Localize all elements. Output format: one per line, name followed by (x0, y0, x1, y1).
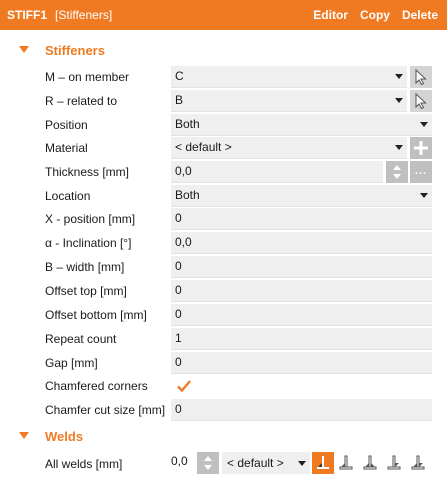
material-row (0, 137, 447, 159)
welds-section-header[interactable] (0, 425, 447, 447)
plus-icon (413, 140, 429, 156)
x-position-input[interactable] (171, 208, 432, 230)
chevron-down-icon (395, 145, 403, 150)
collapse-triangle-icon[interactable] (19, 46, 29, 53)
chevron-down-icon (395, 98, 403, 103)
stepper-up-icon[interactable] (204, 456, 212, 461)
gap-input[interactable] (171, 352, 432, 374)
repeat-count-input[interactable] (171, 328, 432, 350)
cursor-arrow-icon (414, 93, 428, 109)
delete-button[interactable]: Delete (401, 8, 438, 22)
x-position-row (0, 208, 447, 230)
weld-material-value: < default > (227, 456, 284, 470)
chevron-down-icon (420, 193, 428, 198)
location-row (0, 185, 447, 207)
thickness-value: 0,0 (175, 164, 192, 178)
chamfer-cut-size-row (0, 399, 447, 421)
m-on-member-label: M – on member (45, 70, 130, 84)
x-position-value: 0 (175, 211, 182, 225)
position-row (0, 114, 447, 136)
all-welds-row (0, 452, 447, 474)
offset-bottom-input[interactable] (171, 304, 432, 326)
all-welds-label: All welds [mm] (45, 457, 123, 471)
thickness-row (0, 161, 447, 183)
title-bar (0, 0, 447, 30)
offset-bottom-value: 0 (175, 307, 182, 321)
m-on-member-value: C (175, 69, 184, 83)
copy-button[interactable]: Copy (359, 8, 390, 22)
item-type: [Stiffeners] (55, 8, 113, 22)
chamfer-cut-size-input[interactable] (171, 399, 432, 421)
stepper-down-icon[interactable] (204, 465, 212, 470)
b-width-input[interactable] (171, 256, 432, 278)
position-value: Both (175, 117, 200, 131)
plug-weld-icon[interactable] (383, 452, 405, 474)
stepper-up-icon[interactable] (393, 165, 401, 170)
r-related-to-label: R – related to (45, 94, 118, 108)
pick-member-button[interactable] (410, 66, 432, 88)
repeat-count-label: Repeat count (45, 332, 117, 346)
location-label: Location (45, 189, 91, 203)
butt-weld-icon[interactable] (407, 452, 429, 474)
bevel-weld-icon[interactable] (359, 452, 381, 474)
material-select[interactable] (171, 137, 407, 159)
m-on-member-row (0, 66, 447, 88)
offset-top-input[interactable] (171, 280, 432, 302)
double-fillet-weld-icon[interactable] (335, 452, 357, 474)
chevron-down-icon (298, 461, 306, 466)
header-actions (313, 8, 438, 22)
collapse-triangle-icon[interactable] (19, 432, 29, 439)
section-title: Welds (45, 428, 84, 444)
offset-top-row (0, 280, 447, 302)
r-related-to-select[interactable] (171, 90, 407, 112)
offset-bottom-label: Offset bottom [mm] (45, 308, 147, 322)
stiffeners-section-header[interactable] (0, 39, 447, 61)
location-select[interactable] (171, 185, 432, 207)
chevron-down-icon (420, 122, 428, 127)
inclination-value: 0,0 (175, 235, 192, 249)
all-welds-value[interactable]: 0,0 (171, 454, 188, 468)
thickness-input[interactable] (171, 161, 383, 183)
inclination-label: α - Inclination [°] (45, 236, 132, 250)
chevron-down-icon (395, 74, 403, 79)
repeat-count-row (0, 328, 447, 350)
pick-related-button[interactable] (410, 90, 432, 112)
repeat-count-value: 1 (175, 331, 182, 345)
b-width-value: 0 (175, 259, 182, 273)
b-width-row (0, 256, 447, 278)
thickness-more-button[interactable] (410, 161, 432, 183)
inclination-row (0, 232, 447, 254)
ellipsis-icon: ... (414, 165, 428, 177)
thickness-stepper[interactable] (386, 161, 408, 183)
inclination-input[interactable] (171, 232, 432, 254)
weld-material-select[interactable] (222, 452, 310, 474)
chamfer-cut-size-label: Chamfer cut size [mm] (45, 403, 166, 417)
offset-bottom-row (0, 304, 447, 326)
r-related-to-value: B (175, 93, 184, 107)
section-title: Stiffeners (45, 42, 105, 58)
checkmark-icon (178, 381, 190, 391)
material-value: < default > (175, 140, 232, 154)
gap-label: Gap [mm] (45, 356, 98, 370)
offset-top-value: 0 (175, 283, 182, 297)
offset-top-label: Offset top [mm] (45, 284, 127, 298)
b-width-label: B – width [mm] (45, 260, 125, 274)
chamfer-cut-size-value: 0 (175, 402, 182, 416)
m-on-member-select[interactable] (171, 66, 407, 88)
chamfered-corners-row (0, 375, 447, 397)
location-value: Both (175, 188, 200, 202)
chamfered-corners-checkbox[interactable] (176, 378, 192, 394)
weld-size-stepper[interactable] (197, 452, 219, 474)
position-label: Position (45, 118, 88, 132)
r-related-to-row (0, 90, 447, 112)
gap-value: 0 (175, 355, 182, 369)
fillet-weld-icon[interactable] (312, 452, 334, 474)
material-label: Material (45, 141, 88, 155)
position-select[interactable] (171, 114, 432, 136)
x-position-label: X - position [mm] (45, 212, 136, 226)
stepper-down-icon[interactable] (393, 174, 401, 179)
gap-row (0, 352, 447, 374)
item-name: STIFF1 (7, 8, 48, 22)
editor-button[interactable]: Editor (313, 8, 348, 22)
chamfered-corners-label: Chamfered corners (45, 379, 148, 393)
cursor-arrow-icon (414, 69, 428, 85)
thickness-label: Thickness [mm] (45, 165, 130, 179)
add-material-button[interactable] (410, 137, 432, 159)
